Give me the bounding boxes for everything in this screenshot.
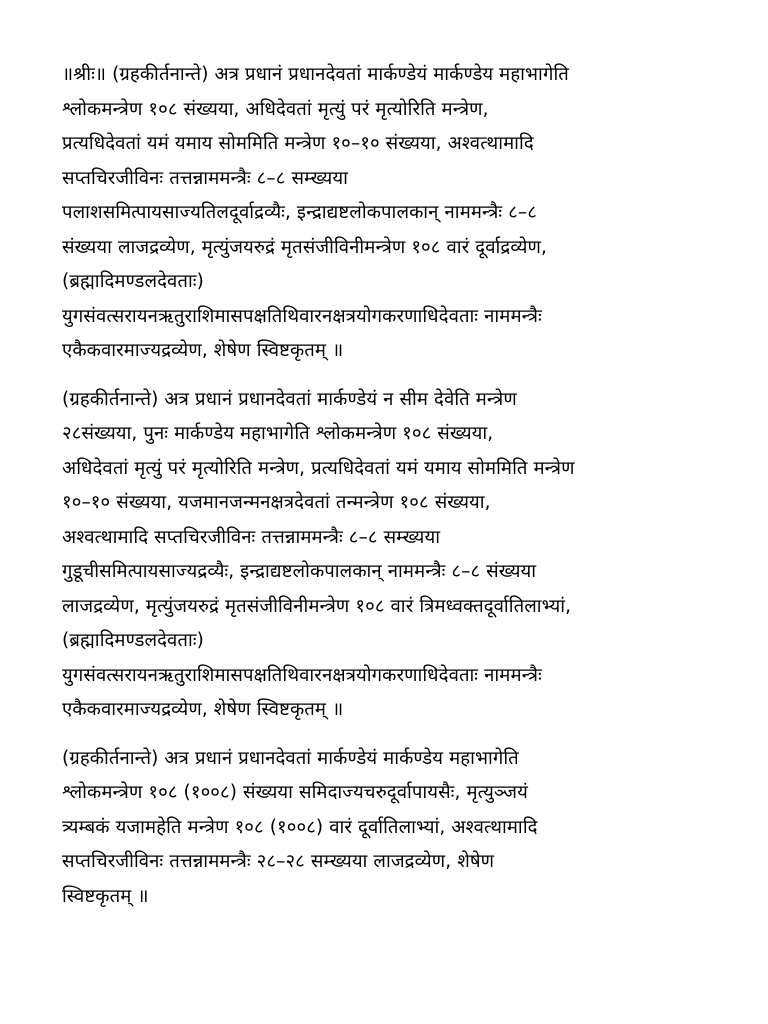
text-line: सप्तचिरजीविनः तत्तन्नाममन्त्रैः २८–२८ सम्ख्यया लाजद्रव्येण, शेषेण xyxy=(62,851,495,872)
text-line: (ग्रहकीर्तनान्ते) अत्र प्रधानं प्रधानदेवतां मार्कण्डेयं न सीम देवेति मन्त्रेण xyxy=(62,388,517,410)
paragraph-1 xyxy=(62,58,742,369)
paragraph-3 xyxy=(62,742,742,915)
text-line: युगसंवत्सरायनऋतुराशिमासपक्षतिथिवारनक्षत्रयोगकरणाधिदेवताः नाममन्त्रैः xyxy=(62,305,542,327)
text-line: (ग्रहकीर्तनान्ते) अत्र प्रधानं प्रधानदेवतां मार्कण्डेयं मार्कण्डेय महाभागेति xyxy=(62,747,519,769)
document-page xyxy=(62,58,742,928)
text-line: १०–१० संख्यया, यजमानजन्मनक्षत्रदेवतां तन्मन्त्रेण १०८ संख्यया, xyxy=(62,492,491,513)
text-line: त्र्यम्बकं यजामहेति मन्त्रेण १०८ (१००८) वारं दूर्वातिलाभ्यां, अश्वत्थामादि xyxy=(62,816,538,838)
text-line: पलाशसमित्पायसाज्यतिलदूर्वाद्रव्यैः, इन्द्राद्यष्टलोकपालकान् नाममन्त्रैः ८–८ xyxy=(62,202,537,223)
text-line: एकैकवारमाज्यद्रव्येण, शेषेण स्विष्टकृतम् ॥ xyxy=(62,340,344,361)
text-line: गुडूचीसमित्पायसाज्यद्रव्यैः, इन्द्राद्यष्टलोकपालकान् नाममन्त्रैः ८–८ संख्यया xyxy=(62,561,537,582)
text-line: अधिदेवतां मृत्युं परं मृत्योरिति मन्त्रेण, प्रत्यधिदेवतां यमं यमाय सोममिति मन्त्रेण xyxy=(62,457,575,479)
text-line: २८संख्यया, पुनः मार्कण्डेय महाभागेति श्लोकमन्त्रेण १०८ संख्यया, xyxy=(62,423,494,444)
text-line: लाजद्रव्येण, मृत्युंजयरुद्रं मृतसंजीविनीमन्त्रेण १०८ वारं त्रिमध्वक्तदूर्वातिलाभ्यां, xyxy=(62,595,572,617)
text-line: स्विष्टकृतम् ॥ xyxy=(62,885,149,907)
text-line: श्लोकमन्त्रेण १०८ (१००८) संख्यया समिदाज्यचरुदूर्वापायसैः, मृत्युञ्जयं xyxy=(62,782,528,803)
text-line: अश्वत्थामादि सप्तचिरजीविनः तत्तन्नाममन्त्रैः ८–८ सम्ख्यया xyxy=(62,526,441,548)
text-line: ॥श्रीः॥ (ग्रहकीर्तनान्ते) अत्र प्रधानं प्रधानदेवतां मार्कण्डेयं मार्कण्डेय महाभागेति xyxy=(62,64,569,85)
paragraph-2 xyxy=(62,383,742,728)
text-line: (ब्रह्मादिमण्डलदेवताः) xyxy=(62,630,204,651)
text-line: सप्तचिरजीविनः तत्तन्नाममन्त्रैः ८–८ सम्ख्यया xyxy=(62,167,348,189)
text-line: संख्यया लाजद्रव्येण, मृत्युंजयरुद्रं मृतसंजीविनीमन्त्रेण १०८ वारं दूर्वाद्रव्येण, xyxy=(62,236,547,258)
text-line: युगसंवत्सरायनऋतुराशिमासपक्षतिथिवारनक्षत्रयोगकरणाधिदेवताः नाममन्त्रैः xyxy=(62,664,542,686)
text-line: (ब्रह्मादिमण्डलदेवताः) xyxy=(62,271,204,292)
text-line: श्लोकमन्त्रेण १०८ संख्यया, अधिदेवतां मृत्युं परं मृत्योरिति मन्त्रेण, xyxy=(62,98,489,120)
text-line: प्रत्यधिदेवतां यमं यमाय सोममिति मन्त्रेण १०–१० संख्यया, अश्वत्थामादि xyxy=(62,133,534,154)
text-line: एकैकवारमाज्यद्रव्येण, शेषेण स्विष्टकृतम् ॥ xyxy=(62,699,344,720)
